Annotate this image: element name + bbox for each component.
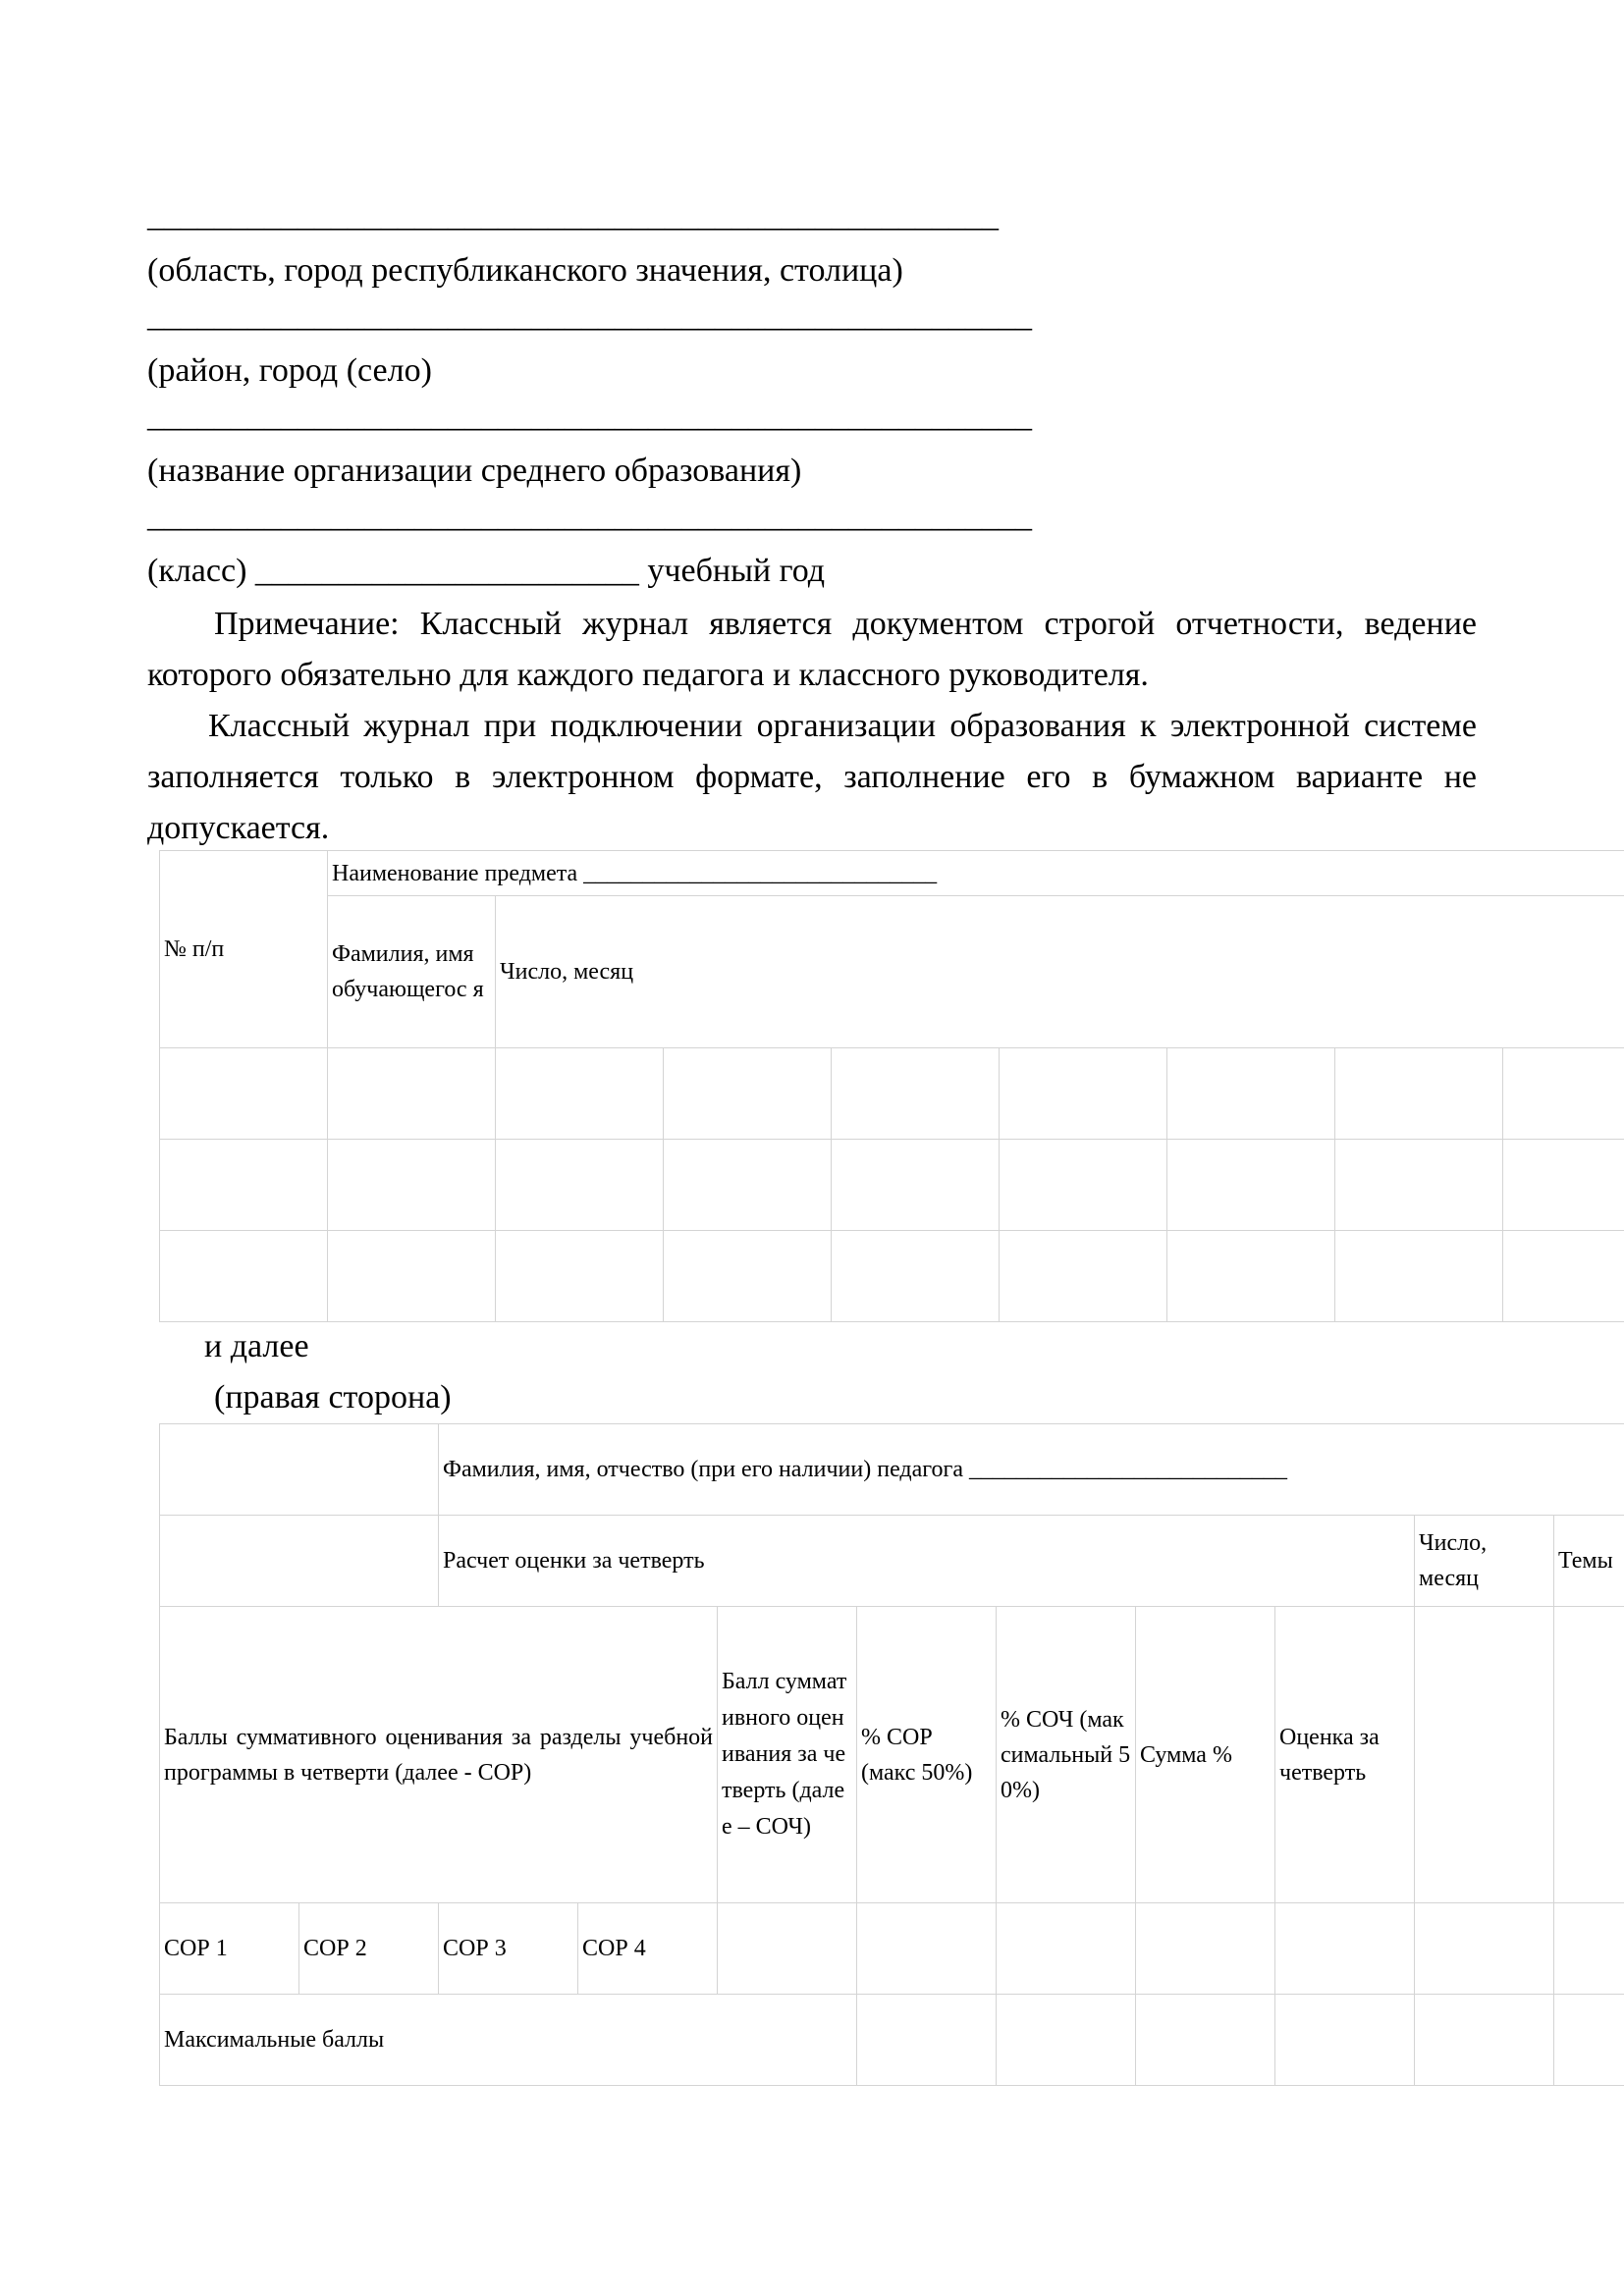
cell[interactable] <box>857 1995 997 2086</box>
table-row <box>160 1140 1624 1231</box>
organization-label: (название организации среднего образования) <box>147 453 802 489</box>
cell[interactable] <box>832 1140 1000 1231</box>
and-more-caption: и далее <box>204 1328 309 1364</box>
cell[interactable] <box>857 1903 997 1995</box>
table-row <box>160 1048 1624 1140</box>
note-electronic-format: Классный журнал при подключении организации образования к электронной системе заполняется только в электронном формате, заполнение его в бумажном варианте не допускается. <box>147 708 1477 846</box>
note-strict-reporting: Примечание: Классный журнал является документом строгой отчетности, ведение которого обязательно для каждого педагога и классного руководителя. <box>147 606 1477 693</box>
cell[interactable] <box>1335 1140 1503 1231</box>
cell[interactable] <box>1275 1903 1415 1995</box>
cell[interactable] <box>1167 1231 1335 1322</box>
blank-header-cell <box>160 1516 439 1607</box>
cell[interactable] <box>997 1995 1136 2086</box>
row-number-header: № п/п <box>160 851 328 1048</box>
max-points-row <box>160 1995 1624 2086</box>
cell[interactable] <box>160 1140 328 1231</box>
sor-3-label: СОР 3 <box>439 1903 578 1995</box>
district-blank-line: _____________________________________________________ <box>147 297 1032 334</box>
student-name-header: Фамилия, имя обучающегос я <box>328 896 496 1048</box>
cell[interactable] <box>1415 1995 1554 2086</box>
cell[interactable] <box>160 1231 328 1322</box>
cell[interactable] <box>496 1231 664 1322</box>
cell[interactable] <box>1000 1140 1167 1231</box>
region-blank-line: ___________________________________________________ <box>147 197 999 234</box>
date-month-header: Число, месяц <box>496 896 1624 1048</box>
cell[interactable] <box>1554 1607 1624 1903</box>
notes <box>147 599 1477 854</box>
sor-1-label: СОР 1 <box>160 1903 299 1995</box>
journal-left-table <box>159 850 1624 1322</box>
date-month-header: Число, месяц <box>1415 1516 1554 1607</box>
pct-sor-header: % СОР (макс 50%) <box>857 1607 997 1903</box>
soch-header: Балл суммативного оценивания за четверть (далее – СОЧ) <box>718 1607 857 1903</box>
cell[interactable] <box>1000 1048 1167 1140</box>
cell[interactable] <box>496 1140 664 1231</box>
cell[interactable] <box>718 1903 857 1995</box>
cell[interactable] <box>1136 1995 1275 2086</box>
cell[interactable] <box>1415 1607 1554 1903</box>
cell[interactable] <box>1503 1140 1624 1231</box>
cell[interactable] <box>1554 1995 1624 2086</box>
cell[interactable] <box>1503 1231 1624 1322</box>
pct-soch-header: % СОЧ (максимальный 50%) <box>997 1607 1136 1903</box>
cell[interactable] <box>997 1903 1136 1995</box>
cell[interactable] <box>832 1231 1000 1322</box>
journal-right-table <box>159 1423 1624 2086</box>
sum-pct-header: Сумма % <box>1136 1607 1275 1903</box>
max-points-label: Максимальные баллы <box>160 1995 857 2086</box>
right-side-caption: (правая сторона) <box>214 1379 452 1415</box>
subject-name-header: Наименование предмета ______________________________ <box>328 851 1624 896</box>
district-label: (район, город (село) <box>147 352 432 389</box>
table-row <box>160 1231 1624 1322</box>
cell[interactable] <box>328 1140 496 1231</box>
sor-2-label: СОР 2 <box>299 1903 439 1995</box>
cell[interactable] <box>1167 1048 1335 1140</box>
cell[interactable] <box>1554 1903 1624 1995</box>
sor-items-row <box>160 1903 1624 1995</box>
cell[interactable] <box>496 1048 664 1140</box>
quarter-grade-header: Оценка за четверть <box>1275 1607 1415 1903</box>
region-label: (область, город республиканского значения, столица) <box>147 252 903 289</box>
organization-blank-line: _____________________________________________________ <box>147 398 1032 434</box>
sor-4-label: СОР 4 <box>578 1903 718 1995</box>
class-year-line: (класс) _______________________ учебный год <box>147 553 826 589</box>
quarter-calc-header: Расчет оценки за четверть <box>439 1516 1415 1607</box>
sor-header: Баллы суммативного оценивания за разделы учебной программы в четверти (далее - СОР) <box>160 1607 718 1903</box>
topics-header: Темы <box>1554 1516 1624 1607</box>
cell[interactable] <box>664 1231 832 1322</box>
cell[interactable] <box>328 1048 496 1140</box>
cell[interactable] <box>1503 1048 1624 1140</box>
cell[interactable] <box>832 1048 1000 1140</box>
cell[interactable] <box>160 1048 328 1140</box>
cell[interactable] <box>1415 1903 1554 1995</box>
cell[interactable] <box>328 1231 496 1322</box>
class-blank-line: _____________________________________________________ <box>147 498 1032 534</box>
cell[interactable] <box>664 1140 832 1231</box>
teacher-name-header: Фамилия, имя, отчество (при его наличии) педагога ___________________________ <box>439 1424 1624 1516</box>
cell[interactable] <box>1335 1231 1503 1322</box>
cell[interactable] <box>1335 1048 1503 1140</box>
cell[interactable] <box>1000 1231 1167 1322</box>
cell[interactable] <box>1136 1903 1275 1995</box>
cell[interactable] <box>1167 1140 1335 1231</box>
cell[interactable] <box>664 1048 832 1140</box>
cell[interactable] <box>1275 1995 1415 2086</box>
blank-header-cell <box>160 1424 439 1516</box>
